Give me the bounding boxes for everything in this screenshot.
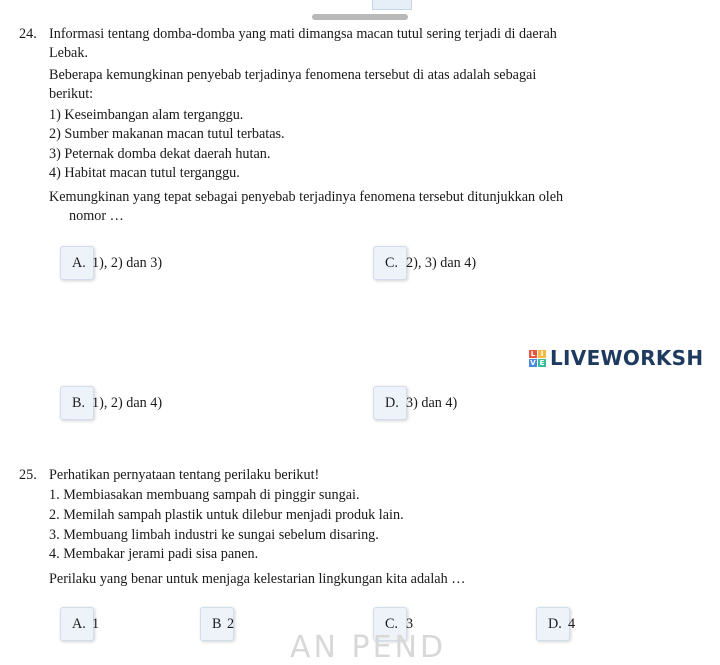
q24-number: 24. (19, 26, 37, 42)
q25-item-3: 3. Membuang limbah industri ke sungai sebelum disaring. (49, 527, 379, 543)
q24-option-b-letter: B. (72, 395, 86, 411)
liveworksheets-logo-icon: L I V E (530, 349, 545, 367)
q24-item-3: 3) Peternak domba dekat daerah hutan. (49, 146, 271, 162)
q24-option-c-letter: C. (385, 255, 399, 271)
q24-question-line1: Kemungkinan yang tepat sebagai penyebab terjadinya fenomena tersebut ditunjukkan oleh (49, 189, 564, 205)
liveworksheets-logo (529, 347, 703, 369)
q24-intro-line1: Beberapa kemungkinan penyebab terjadinya fenomena tersebut di atas adalah sebagai (49, 67, 537, 83)
q24-option-d-letter: D. (385, 395, 399, 411)
q25-number: 25. (19, 467, 37, 483)
q24-option-b-text: 1), 2) dan 4) (92, 395, 163, 411)
brand-name: LIVEWORKSH (550, 346, 704, 370)
q25-question: Perilaku yang benar untuk menjaga kelestarian lingkungan kita adalah … (49, 571, 466, 587)
background-watermark: AN PEND (290, 630, 447, 665)
q25-item-1: 1. Membiasakan membuang sampah di pinggir sungai. (49, 487, 360, 503)
q24-option-d-text: 3) dan 4) (406, 395, 458, 411)
q24-question-line2: nomor … (69, 208, 124, 224)
q25-item-4: 4. Membakar jerami padi sisa panen. (49, 546, 259, 562)
q25-option-a-text: 1 (92, 616, 100, 632)
q24-option-a-text: 1), 2) dan 3) (92, 255, 163, 271)
q24-option-a-letter: A. (72, 255, 86, 271)
q24-option-c-text: 2), 3) dan 4) (406, 255, 477, 271)
q25-option-c-text: 3 (406, 616, 414, 632)
q25-option-a-letter: A. (72, 616, 86, 632)
scroll-indicator (312, 14, 408, 20)
q25-item-2: 2. Memilah sampah plastik untuk dilebur menjadi produk lain. (49, 507, 404, 523)
q25-option-b-letter: B (212, 616, 222, 632)
drop-zone-top[interactable] (372, 0, 412, 10)
q25-stem: Perhatikan pernyataan tentang perilaku berikut! (49, 467, 320, 483)
q24-item-2: 2) Sumber makanan macan tutul terbatas. (49, 126, 285, 142)
q24-item-1: 1) Keseimbangan alam terganggu. (49, 107, 244, 123)
q25-option-d-text: 4 (568, 616, 576, 632)
q25-option-b-text: 2 (227, 616, 235, 632)
q24-stem-line1: Informasi tentang domba-domba yang mati dimangsa macan tutul sering terjadi di daerah (49, 26, 557, 42)
q24-intro-line2: berikut: (49, 86, 94, 102)
q25-option-c-letter: C. (385, 616, 399, 632)
q25-option-d-letter: D. (548, 616, 562, 632)
q24-stem-line2: Lebak. (49, 45, 88, 61)
q24-item-4: 4) Habitat macan tutul terganggu. (49, 165, 240, 181)
